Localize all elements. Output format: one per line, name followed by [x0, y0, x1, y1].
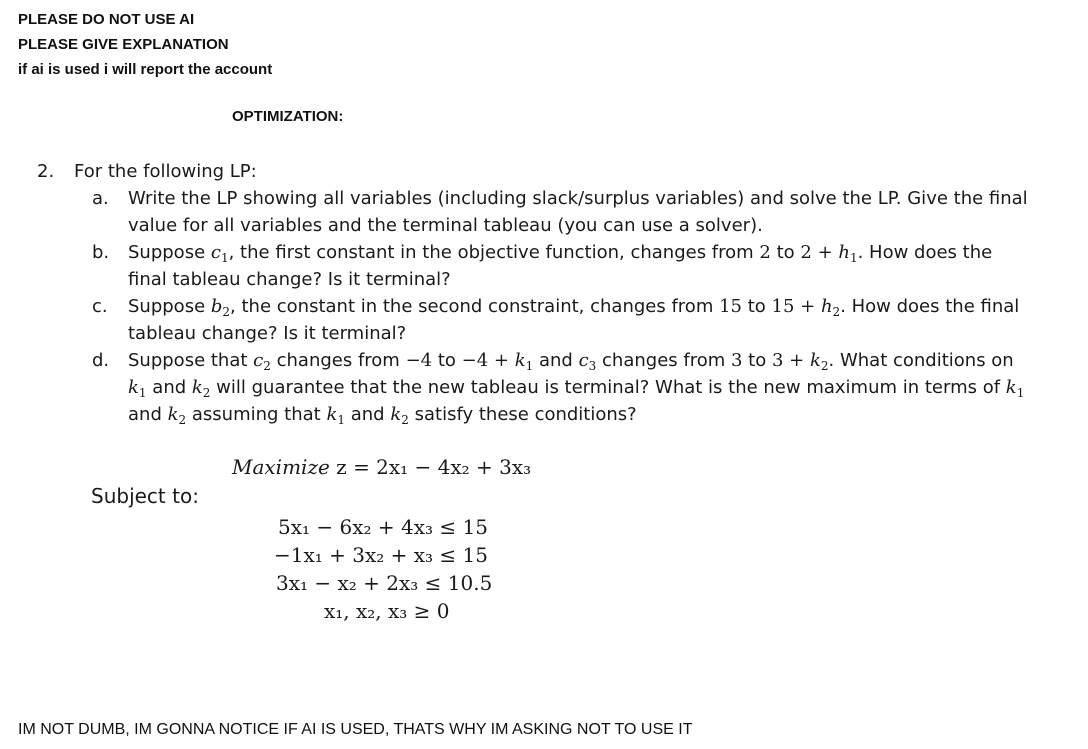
note-report: if ai is used i will report the account — [18, 61, 273, 78]
footer-note: IM NOT DUMB, IM GONNA NOTICE IF AI IS USED, THATS WHY IM ASKING NOT TO USE IT — [18, 721, 693, 738]
note-no-ai: PLEASE DO NOT USE AI — [18, 11, 195, 28]
part-c-label: c. — [92, 296, 108, 317]
math-h2: $h_2$ — [820, 296, 841, 319]
problem-number: 2. — [37, 161, 55, 182]
nonnegativity-constraint: x₁, x₂, x₃ ≥ 0 — [324, 599, 450, 623]
part-d-text: Suppose that $c_2$ changes from −4 to $-4 + k_1$ and $c_3$ changes from 3 to $3 + k_2$. What conditions on $k_1$ and $k_2$ will guarantee that the new tableau is terminal? What is the new maximum in terms of $k_1$ and $k_2$ assuming that $k_1$ and $k_2$ satisfy these conditions? — [128, 350, 1025, 427]
math-h1: $h_1$ — [838, 242, 858, 265]
constraint-1: 5x₁ − 6x₂ + 4x₃ ≤ 15 — [278, 515, 488, 539]
note-explanation: PLEASE GIVE EXPLANATION — [18, 36, 229, 53]
part-a-text: Write the LP showing all variables (including slack/surplus variables) and solve the LP. Give the final value for all variables and the terminal tableau (you can use a solver). — [128, 188, 1028, 236]
objective-function: Maximize z = 2x₁ − 4x₂ + 3x₃ — [232, 455, 532, 479]
part-b-text: Suppose $c_1$, the first constant in the objective function, changes from 2 to $2 + h_1$. How does the final tableau change? Is it terminal? — [128, 242, 993, 290]
part-a-label: a. — [92, 188, 109, 209]
math-b2: $b_2$ — [210, 296, 231, 319]
part-b-label: b. — [92, 242, 110, 263]
part-d-label: d. — [92, 350, 110, 371]
subject-to-label: Subject to: — [91, 484, 199, 508]
math-c1: $c_1$ — [210, 242, 229, 265]
section-heading: OPTIMIZATION: — [232, 108, 344, 125]
problem-intro: For the following LP: — [74, 161, 257, 182]
part-c-text: Suppose $b_2$, the constant in the second constraint, changes from 15 to $15 + h_2$. How does the final tableau change? Is it terminal? — [128, 296, 1020, 344]
constraint-3: 3x₁ − x₂ + 2x₃ ≤ 10.5 — [276, 571, 493, 595]
constraint-2: −1x₁ + 3x₂ + x₃ ≤ 15 — [274, 543, 488, 567]
